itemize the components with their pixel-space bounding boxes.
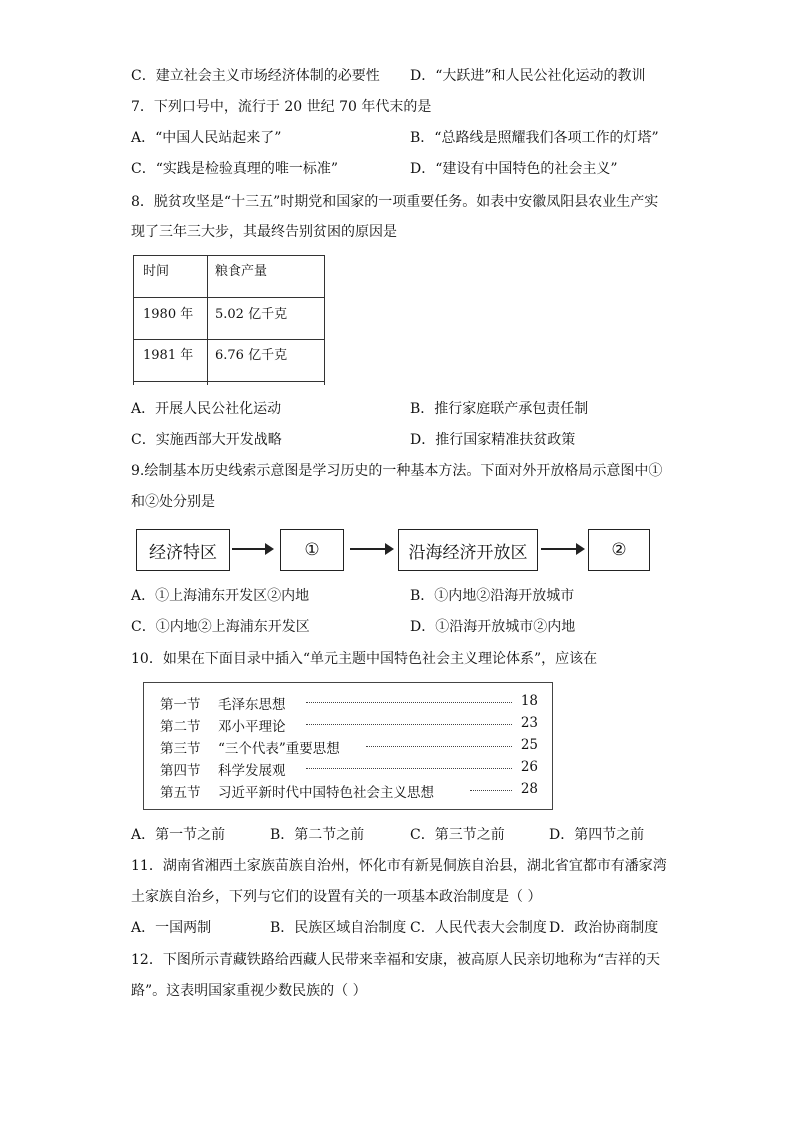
table-header-output: 粮食产量 — [215, 264, 268, 279]
q10-option-c: C．第三节之前 — [410, 827, 505, 843]
q7-option-d: D．“建设有中国特色的社会主义” — [410, 161, 618, 177]
table-of-contents — [143, 682, 553, 810]
toc-leader — [366, 746, 512, 747]
flow-arrow-icon — [232, 548, 272, 550]
q12-stem-line1: 12．下图所示青藏铁路给西藏人民带来幸福和安康，被高原人民亲切地称为“吉祥的天 — [131, 952, 660, 968]
toc-row — [160, 715, 538, 735]
q8-option-b: B．推行家庭联产承包责任制 — [410, 401, 589, 417]
toc-leader — [306, 768, 512, 769]
table-cell-output: 6.76 亿千克 — [215, 348, 288, 363]
toc-section: 第四节 — [160, 763, 201, 779]
toc-page: 25 — [520, 737, 538, 753]
toc-section: 第一节 — [160, 697, 201, 713]
toc-row — [160, 737, 538, 757]
q7-option-a: A．“中国人民站起来了” — [131, 130, 282, 146]
toc-title: 习近平新时代中国特色社会主义思想 — [218, 785, 434, 801]
flow-arrow-icon — [541, 548, 583, 550]
q11-option-d: D．政治协商制度 — [549, 920, 659, 936]
toc-page: 26 — [520, 759, 538, 775]
toc-section: 第五节 — [160, 785, 201, 801]
toc-page: 18 — [520, 693, 538, 709]
grain-output-table — [133, 255, 325, 385]
q12-stem-line2: 路”。这表明国家重视少数民族的（ ） — [131, 983, 367, 999]
toc-leader — [306, 702, 512, 703]
q9-option-b: B．①内地②沿海开放城市 — [410, 588, 575, 604]
q9-option-d: D．①沿海开放城市②内地 — [410, 619, 576, 635]
q9-option-c: C．①内地②上海浦东开发区 — [131, 619, 310, 635]
q8-option-a: A．开展人民公社化运动 — [131, 401, 282, 417]
flow-box-sez: 经济特区 — [136, 529, 230, 571]
toc-title: 毛泽东思想 — [218, 697, 286, 713]
toc-title: 科学发展观 — [218, 763, 286, 779]
q9-stem-line1: 9.绘制基本历史线索示意图是学习历史的一种基本方法。下面对外开放格局示意图中① — [131, 463, 663, 479]
table-cell-year: 1981 年 — [143, 348, 194, 363]
flow-box-blank-2: ② — [588, 529, 650, 571]
q10-option-d: D．第四节之前 — [549, 827, 645, 843]
toc-page: 23 — [520, 715, 538, 731]
flow-box-coastal-zone: 沿海经济开放区 — [398, 529, 538, 571]
table-cell-output: 5.02 亿千克 — [215, 307, 288, 322]
q9-stem-line2: 和②处分别是 — [131, 494, 215, 510]
q11-option-c: C．人民代表大会制度 — [410, 920, 547, 936]
toc-page: 28 — [520, 781, 538, 797]
q9-option-a: A．①上海浦东开发区②内地 — [131, 588, 310, 604]
q10-option-a: A．第一节之前 — [131, 827, 226, 843]
q6-option-d: D．“大跃进”和人民公社化运动的教训 — [410, 68, 646, 84]
toc-leader — [470, 790, 512, 791]
q10-stem: 10．如果在下面目录中插入“单元主题中国特色社会主义理论体系”，应该在 — [131, 651, 598, 667]
toc-row — [160, 759, 538, 779]
table-header-time: 时间 — [143, 264, 170, 279]
toc-row — [160, 693, 538, 713]
q8-stem-line2: 现了三年三大步，其最终告别贫困的原因是 — [131, 224, 397, 240]
flow-arrow-icon — [350, 548, 392, 550]
toc-title: 邓小平理论 — [218, 719, 286, 735]
q7-stem: 7．下列口号中，流行于 20 世纪 70 年代末的是 — [131, 99, 432, 115]
q6-option-c: C．建立社会主义市场经济体制的必要性 — [131, 68, 380, 84]
q8-option-c: C．实施西部大开发战略 — [131, 432, 282, 448]
q7-option-b: B．“总路线是照耀我们各项工作的灯塔” — [410, 130, 659, 146]
toc-title: “三个代表”重要思想 — [218, 741, 340, 757]
toc-section: 第二节 — [160, 719, 201, 735]
q10-option-b: B．第二节之前 — [270, 827, 365, 843]
q8-stem-line1: 8．脱贫攻坚是“十三五”时期党和国家的一项重要任务。如表中安徽凤阳县农业生产实 — [131, 194, 659, 210]
table-cell-year: 1980 年 — [143, 307, 194, 322]
q11-option-a: A．一国两制 — [131, 920, 212, 936]
q7-option-c: C．“实践是检验真理的唯一标准” — [131, 161, 339, 177]
toc-row — [160, 781, 538, 801]
q8-option-d: D．推行国家精准扶贫政策 — [410, 432, 576, 448]
toc-leader — [306, 724, 512, 725]
q11-option-b: B．民族区域自治制度 — [270, 920, 407, 936]
q11-stem-line2: 土家族自治乡，下列与它们的设置有关的一项基本政治制度是（ ） — [131, 889, 542, 905]
q11-stem-line1: 11．湖南省湘西土家族苗族自治州，怀化市有新晃侗族自治县，湖北省宜都市有潘家湾 — [131, 858, 667, 874]
toc-section: 第三节 — [160, 741, 201, 757]
flow-box-blank-1: ① — [280, 529, 344, 571]
